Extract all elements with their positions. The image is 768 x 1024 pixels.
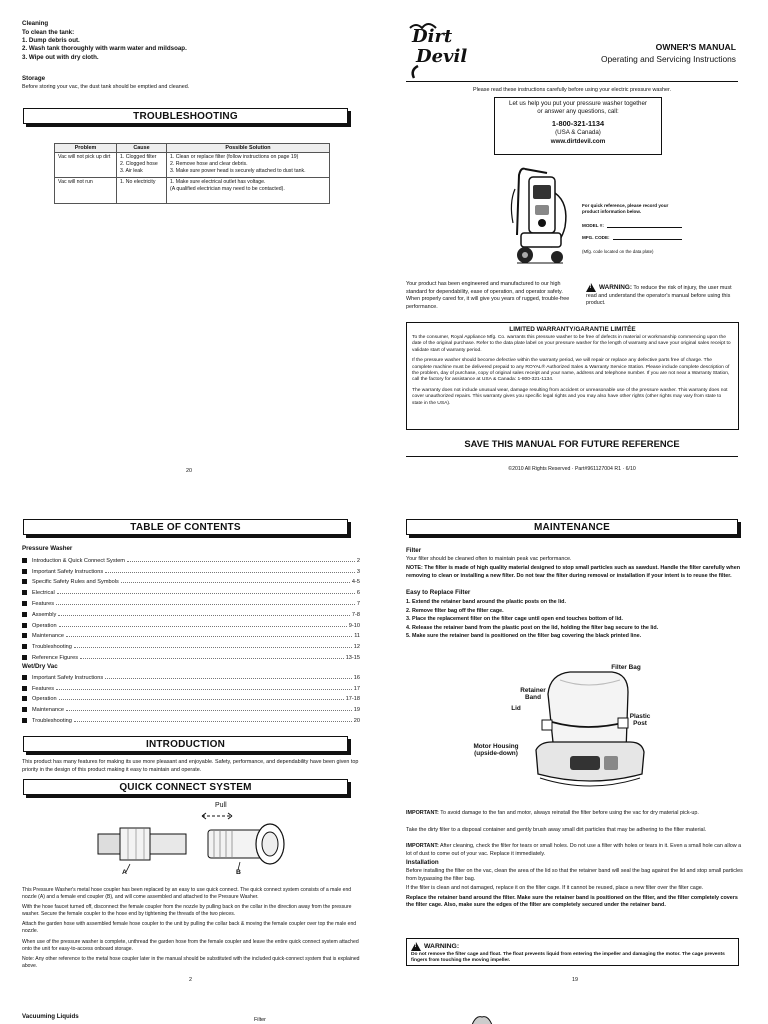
dirt-devil-logo [406, 20, 468, 84]
cleaning-line: 1. Dump debris out. [22, 37, 80, 45]
table-header: Cause [117, 144, 167, 153]
toc-page: 6 [356, 590, 360, 597]
note-block [406, 565, 744, 580]
important-label: IMPORTANT: [406, 843, 439, 849]
storage-title: Storage [22, 75, 46, 82]
toc-page: 13-15 [345, 654, 360, 661]
bullet-icon [22, 707, 27, 712]
important-block [406, 843, 746, 858]
manual-title: OWNER'S MANUAL [655, 42, 736, 52]
toc-item[interactable] [22, 564, 360, 575]
troubleshooting-table [54, 143, 330, 204]
page-number: 19 [572, 977, 578, 983]
toc-page: 17-18 [345, 696, 360, 703]
quick-connect-header: QUICK CONNECT SYSTEM [23, 779, 348, 795]
replace-steps [406, 598, 744, 641]
toc-page: 2 [356, 557, 360, 564]
qc-paragraph: With the hose faucet turned off, disconnect the female coupler from the nozzle by pulling back on the collar in the direction away from the pressure washer. Secure the female coupler to the hose end by tightening the threads of the two pieces. [22, 904, 352, 918]
installation-title: Installation [406, 859, 439, 866]
solution-line: 3. Make sure power head is securely attached to dust tank. [170, 168, 306, 175]
note-label: NOTE: [406, 565, 423, 571]
solution-line: 1. Make sure electrical outlet has voltage. [170, 178, 266, 185]
help-line: Let us help you put your pressure washer together [509, 100, 647, 107]
toc-item[interactable] [22, 596, 360, 607]
maintenance-header: MAINTENANCE [406, 519, 738, 535]
bullet-icon [22, 655, 27, 660]
toc-label: Assembly [32, 611, 57, 618]
toc-leader [66, 710, 352, 711]
logo-text-devil: Devil [416, 46, 468, 67]
cutoff-heading: Vacuuming Liquids [22, 1013, 79, 1020]
bullet-icon [22, 579, 27, 584]
toc-label: Reference Figures [32, 654, 79, 661]
help-box [494, 97, 662, 155]
cleaning-title: Cleaning [22, 20, 49, 27]
table-row [55, 177, 330, 203]
toc-leader [74, 647, 352, 648]
filter-text: Your filter should be cleaned often to maintain peak vac performance. [406, 556, 572, 562]
toc-label: Introduction & Quick Connect System [32, 557, 125, 564]
step: 4. Release the retainer band from the plastic post on the lid, holding the filter bag secure to the lid. [406, 624, 659, 631]
warning-text: Do not remove the filter cage and float. The float prevents liquid from entering the impeller and damaging the motor. The cage prevents fingers from touching the moving impeller. [411, 952, 725, 964]
toc-item[interactable] [22, 670, 360, 681]
cleaning-line: 2. Wash tank thoroughly with warm water and mildsoap. [22, 45, 187, 53]
toc-section-title: Pressure Washer [22, 545, 73, 552]
important-label: IMPORTANT: [406, 810, 439, 816]
toc-leader [74, 721, 352, 722]
cleaning-steps [22, 29, 352, 62]
warning-heading [411, 941, 734, 952]
help-line: or answer any questions, call: [537, 108, 619, 116]
step: 1. Extend the retainer band around the plastic posts on the lid. [406, 599, 566, 605]
solution-line: 1. Clean or replace filter (follow instructions on page 19) [170, 154, 299, 160]
toc-page: 19 [353, 707, 360, 714]
cleaning-line: 3. Wipe out with dry cloth. [22, 53, 99, 61]
warranty-box [406, 322, 739, 430]
mfg-field [582, 235, 682, 240]
toc-item[interactable] [22, 629, 360, 640]
filter-title: Filter [406, 547, 422, 554]
troubleshooting-header: TROUBLESHOOTING [23, 108, 348, 124]
toc-section-title: Wet/Dry Vac [22, 663, 58, 670]
solution-line: 2. Remove hose and clear debris. [170, 161, 248, 168]
bullet-icon [22, 569, 27, 574]
warranty-title: LIMITED WARRANTY/GARANTIE LIMITÉE [509, 326, 636, 333]
toc-item[interactable] [22, 585, 360, 596]
toc-page: 7-8 [351, 611, 360, 618]
model-input-line [607, 227, 682, 228]
divider [406, 456, 738, 457]
toc-item[interactable] [22, 692, 360, 703]
introduction-header: INTRODUCTION [23, 736, 348, 752]
toc-item[interactable] [22, 607, 360, 618]
qc-paragraph: Note: Any other reference to the metal hose coupler later in the manual should be substituted with the included quick-connect system that is explained above. [22, 955, 360, 969]
cause-line: 1. Clogged filter [120, 154, 157, 160]
toc-item[interactable] [22, 639, 360, 650]
note-text: The filter is made of high quality material designed to stop small particles such as sawdust. Handle the filter carefully when removing to clean or installing a new filter. Do not tear the filter during removal or installation if your intent is to reuse the filter. [406, 565, 741, 579]
toc-item[interactable] [22, 702, 360, 713]
warning-icon [411, 942, 421, 951]
toc-label: Specific Safety Rules and Symbols [32, 579, 119, 586]
bullet-icon [22, 675, 27, 680]
toc-leader [58, 615, 350, 616]
bullet-icon [22, 558, 27, 563]
qc-paragraph: Attach the garden hose with assembled female hose coupler to the unit by pulling the collar back & moving the female coupler over top the male end nozzle. [22, 921, 357, 935]
table-header: Problem [55, 144, 117, 153]
toc-label: Operation [32, 696, 57, 703]
mfg-input-line [613, 239, 682, 240]
region: (USA & Canada) [555, 129, 601, 137]
storage-text: Before storing your vac, the dust tank should be emptied and cleaned. [22, 84, 190, 90]
toc-item[interactable] [22, 713, 360, 724]
important-text: To avoid damage to the fan and motor, always reinstall the filter before using the vac for dry material pick-up. [440, 810, 699, 816]
table-row [55, 153, 330, 178]
step: 2. Remove filter bag off the filter cage. [406, 607, 504, 614]
manual-subtitle: Operating and Servicing Instructions [600, 54, 736, 64]
retainer-band-label: Retainer Band [520, 687, 546, 702]
table-cell [167, 153, 330, 178]
install-paragraph: If the filter is clean and not damaged, replace it on the filter cage. If it cannot be reused, place a new filter over the filter cage. [406, 885, 704, 892]
toc-label: Troubleshooting [32, 717, 72, 724]
toc-header: TABLE OF CONTENTS [23, 519, 348, 535]
bullet-icon [22, 633, 27, 638]
bullet-icon [22, 718, 27, 723]
cleaning-line: To clean the tank: [22, 29, 75, 36]
pressure-washer-illustration [507, 163, 571, 273]
toc-leader [56, 604, 355, 605]
toc-label: Electrical [32, 590, 55, 597]
introduction-text: This product has many features for making its use more pleasant and enjoyable. Safety, performance, and dependability have been given top priority in the design of this product making it easy to maintain and operate. [22, 759, 359, 773]
record-note: For quick reference, please record your product information below. [582, 203, 669, 214]
bullet-icon [22, 644, 27, 649]
cause-line: 1. No electricity [120, 178, 156, 185]
quick-connect-illustration [90, 810, 310, 878]
toc-page: 3 [356, 568, 360, 575]
copyright: ©2010 All Rights Reserved · Part#961127004 R1 · 6/10 [508, 466, 636, 472]
step: 3. Place the replacement filter on the filter cage until open end touches bottom of lid. [406, 616, 623, 623]
plastic-post-label: Plastic Post [629, 713, 651, 728]
installation-text [406, 868, 746, 910]
install-paragraph: Before installing the filter on the vac, clean the area of the lid so that the retainer band will seal the bag against the lid and stop small particles from bypassing the filter bag. [406, 868, 743, 882]
label-a: A [122, 869, 127, 876]
toc-label: Important Safety Instructions [32, 674, 104, 681]
toc-leader [105, 678, 352, 679]
toc-leader [80, 658, 344, 659]
toc-leader [127, 561, 355, 562]
toc-page: 17 [353, 685, 360, 692]
toc-leader [57, 593, 355, 594]
toc-leader [59, 626, 347, 627]
toc-leader [105, 572, 355, 573]
bullet-icon [22, 686, 27, 691]
mfg-label: MFG. CODE: [582, 235, 610, 240]
toc-page: 7 [356, 600, 360, 607]
qc-paragraph: When use of the pressure washer is complete, unthread the garden hose from the female coupler and leave the entire quick connect system attached onto the unit for easy-to-access onboard storage. [22, 938, 359, 952]
logo-text-dirt: Dirt [412, 26, 453, 47]
table-cell: Vac will not pick up dirt [55, 153, 117, 178]
table-header: Possible Solution [167, 144, 330, 153]
warning-label: WARNING: [599, 283, 633, 291]
save-manual-notice: SAVE THIS MANUAL FOR FUTURE REFERENCE [464, 438, 680, 449]
toc-page: 16 [353, 674, 360, 681]
data-plate-note: (Mfg. code located on the data plate) [582, 249, 654, 254]
toc-label: Features [32, 685, 55, 692]
solution-line: (A qualified electrician may need to be contacted). [170, 185, 285, 192]
take-filter-text: Take the dirty filter to a disposal container and gently brush away small dirt particles that may be adhering to the filter material. [406, 827, 707, 833]
bullet-icon [22, 601, 27, 606]
easy-replace-title: Easy to Replace Filter [406, 589, 471, 596]
qc-paragraph: This Pressure Washer's metal hose coupler has been replaced by an easy to use quick connect. The quick connect system consists of a male end nozzle (A) and a female end coupler (B), and will come assembled and attached to the Pressure Washer. [22, 887, 352, 901]
toc-label: Features [32, 600, 55, 607]
table-cell [117, 153, 167, 178]
bullet-icon [22, 623, 27, 628]
table-cell [117, 177, 167, 203]
warranty-paragraph: To the consumer, Royal Appliance Mfg. Co. warrants this pressure washer to be free of defects in material or workmanship commencing upon the date of the original purchase. Refer to the data plate label on your pressure washer for the length of warranty and save your original sales receipt to validate start of warranty period. [412, 335, 731, 353]
toc-leader [59, 699, 344, 700]
label-b: B [236, 869, 241, 876]
warranty-paragraph: The warranty does not include unusual wear, damage resulting from accident or unreasonable use of the pressure washer. This warranty does not cover unauthorized repairs. This warranty gives you specific legal rights and you may also have other rights (other rights may vary from state to state in the USA). [412, 387, 728, 406]
warning-text: To reduce the risk of injury, the user must read and understand the operator's manual before using this product. [586, 284, 732, 307]
quick-connect-text [22, 887, 362, 970]
toc-item[interactable] [22, 681, 360, 692]
toc-label: Maintenance [32, 633, 65, 640]
phone-number: 1-800-321-1134 [551, 119, 605, 129]
toc-list-pressure-washer [22, 553, 360, 661]
toc-item[interactable] [22, 575, 360, 586]
engineered-text: Your product has been engineered and manufactured to our high standard for dependability, ease of operation, and operator safety. When properly cared for, it will give you years of rugged, trouble-free performance. [406, 281, 570, 310]
warning-box [406, 938, 739, 966]
toc-item[interactable] [22, 650, 360, 661]
toc-item[interactable] [22, 553, 360, 564]
important-text: After cleaning, check the filter for tears or small holes. Do not use a filter with holes or tears in it. Even a small hole can allow a lot of dust to come out of your vac. Replace it immediately. [406, 843, 742, 857]
cause-line: 3. Air leak [120, 168, 143, 175]
warning-label: WARNING: [424, 943, 460, 950]
pull-label: Pull [215, 802, 227, 809]
read-note: Please read these instructions carefully before using your electric pressure washer. [472, 87, 672, 93]
install-paragraph: Replace the retainer band around the filter. Make sure the retainer band is positioned on the filter, and the filter completely covers the filter cage. Also, make sure the edges of the filter are completely secured under the retainer band. [406, 894, 738, 909]
important-block [406, 810, 746, 818]
model-label: MODEL #: [582, 223, 604, 228]
cutoff-illustration [470, 1012, 494, 1024]
motor-housing-label: Motor Housing (upside-down) [473, 743, 519, 758]
warning-block [586, 283, 738, 308]
page-number: 20 [186, 468, 192, 474]
cause-line: 2. Clogged hose [120, 161, 158, 168]
bullet-icon [22, 612, 27, 617]
toc-page: 12 [353, 644, 360, 651]
toc-leader [121, 582, 350, 583]
toc-page: 11 [354, 633, 360, 640]
page-number: 2 [189, 977, 192, 983]
filter-bag-label: Filter Bag [611, 664, 641, 671]
toc-page: 20 [353, 717, 360, 724]
table-cell [167, 177, 330, 203]
cutoff-label: Filter [254, 1017, 266, 1023]
toc-list-wet-dry-vac [22, 670, 360, 724]
toc-label: Important Safety Instructions [32, 568, 104, 575]
toc-leader [66, 636, 352, 637]
filter-illustration [530, 660, 650, 800]
toc-leader [56, 689, 352, 690]
website-link[interactable]: www.dirtdevil.com [550, 137, 606, 145]
divider [406, 81, 738, 82]
toc-page: 4-5 [351, 579, 360, 586]
lid-label: Lid [511, 705, 521, 712]
model-field [582, 223, 682, 228]
bullet-icon [22, 696, 27, 701]
toc-page: 9-10 [348, 622, 360, 629]
toc-item[interactable] [22, 618, 360, 629]
toc-label: Operation [32, 622, 57, 629]
warning-icon [586, 283, 596, 292]
table-cell: Vac will not run [55, 177, 117, 203]
step: 5. Make sure the retainer band is positioned on the filter bag covering the black printed line. [406, 633, 642, 640]
toc-label: Maintenance [32, 707, 65, 714]
toc-label: Troubleshooting [32, 644, 72, 651]
bullet-icon [22, 590, 27, 595]
warranty-paragraph: If the pressure washer should become defective within the warranty period, we will repair or replace any defective parts free of charge. The complete machine must be delivered prepaid to any ROYAL® Authorized Sales & Warranty Service Station. Please include complete description of the problem, day of purchase, copy of original sales receipt and your name, address and telephone number. If you are not near a Warranty Station, call the factory for assistance at USA & Canada: 1-800-321-1134. [412, 358, 730, 383]
